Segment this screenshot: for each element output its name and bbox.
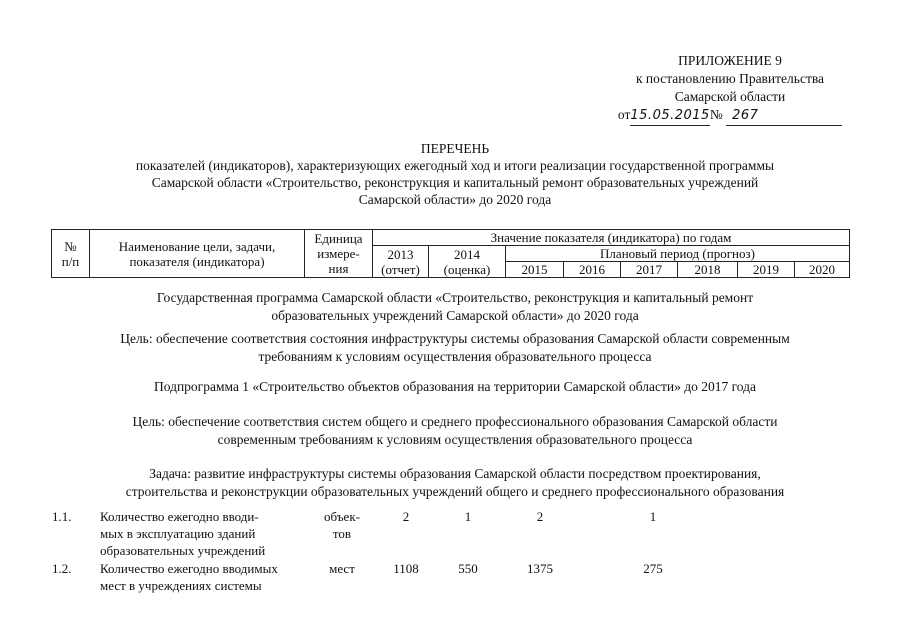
- col-2020-header: 2020: [795, 262, 850, 278]
- row-unit: объек- тов: [324, 509, 360, 541]
- title-line-3: Самарской области» до 2020 года: [358, 192, 552, 207]
- row-value-2014: 550: [458, 561, 478, 576]
- row-value-2014: 1: [464, 509, 472, 524]
- row-value-2017: 1: [649, 509, 657, 524]
- col-2017-header: 2017: [621, 262, 678, 278]
- document-title: [60, 140, 850, 208]
- col-2018-header: 2018: [678, 262, 738, 278]
- col-2014-header: 2014 (оценка): [429, 246, 506, 278]
- row-unit: мест: [329, 561, 355, 576]
- col-unit-header: Единица измере- ния: [305, 230, 373, 278]
- col-2013-header: 2013 (отчет): [373, 246, 429, 278]
- decree-date: 15.05.2015: [630, 107, 709, 126]
- program-title: Государственная программа Самарской области «Строительство, реконструкция и капитальный ремонт образовательных учреждений Самарской области» до 2020 года: [156, 290, 754, 323]
- row-number: 1.1.: [52, 509, 72, 524]
- row-number: 1.2.: [52, 561, 72, 576]
- row-value-2017: 275: [643, 561, 663, 576]
- appendix-line-2: к постановлению Правительства: [635, 71, 825, 86]
- title-main: ПЕРЕЧЕНЬ: [420, 141, 490, 156]
- value-group-header: Значение показателя (индикатора) по годам: [373, 230, 850, 246]
- decree-date-number-line: [600, 106, 860, 126]
- col-2019-header: 2019: [738, 262, 795, 278]
- col-2015-header: 2015: [506, 262, 564, 278]
- row-value-2013: 2: [402, 509, 410, 524]
- appendix-title: ПРИЛОЖЕНИЕ 9: [678, 53, 782, 68]
- col-name-header: Наименование цели, задачи, показателя (индикатора): [90, 230, 305, 278]
- row-value-2015: 1375: [527, 561, 553, 576]
- title-line-2: Самарской области «Строительство, реконструкция и капитальный ремонт образовательных учреждений: [151, 175, 759, 190]
- row-value-2013: 1108: [393, 561, 419, 576]
- task: Задача: развитие инфраструктуры системы образования Самарской области посредством проектирования, строительства и реконструкции образовательных учреждений общего и среднего профессионального образования: [125, 466, 785, 499]
- appendix-line-3: Самарской области: [674, 89, 786, 104]
- col-num-header: № п/п: [52, 230, 90, 278]
- subprogram-title: Подпрограмма 1 «Строительство объектов образования на территории Самарской области» до 2017 года: [153, 379, 757, 394]
- title-line-1: показателей (индикаторов), характеризующих ежегодный ход и итоги реализации государственной программы: [135, 158, 775, 173]
- goal-1: Цель: обеспечение соответствия состояния инфраструктуры системы образования Самарской области современным требованиям к условиям осуществления образовательного процесса: [120, 331, 790, 364]
- row-indicator-name: Количество ежегодно вводи- мых в эксплуатацию зданий образовательных учреждений: [100, 509, 266, 558]
- row-indicator-name: Количество ежегодно вводимых мест в учреждениях системы: [100, 561, 278, 593]
- from-prefix: от: [617, 107, 631, 122]
- decree-number: 267: [726, 107, 842, 126]
- row-value-2015: 2: [536, 509, 544, 524]
- indicator-table-header: [51, 229, 850, 278]
- goal-2: Цель: обеспечение соответствия систем общего и среднего профессионального образования Самарской области современным требованиям к условиям осуществления образовательного процесса: [132, 414, 778, 447]
- plan-period-header: Плановый период (прогноз): [506, 246, 850, 262]
- appendix-block: [600, 52, 860, 126]
- col-2016-header: 2016: [564, 262, 621, 278]
- number-prefix: №: [709, 107, 723, 122]
